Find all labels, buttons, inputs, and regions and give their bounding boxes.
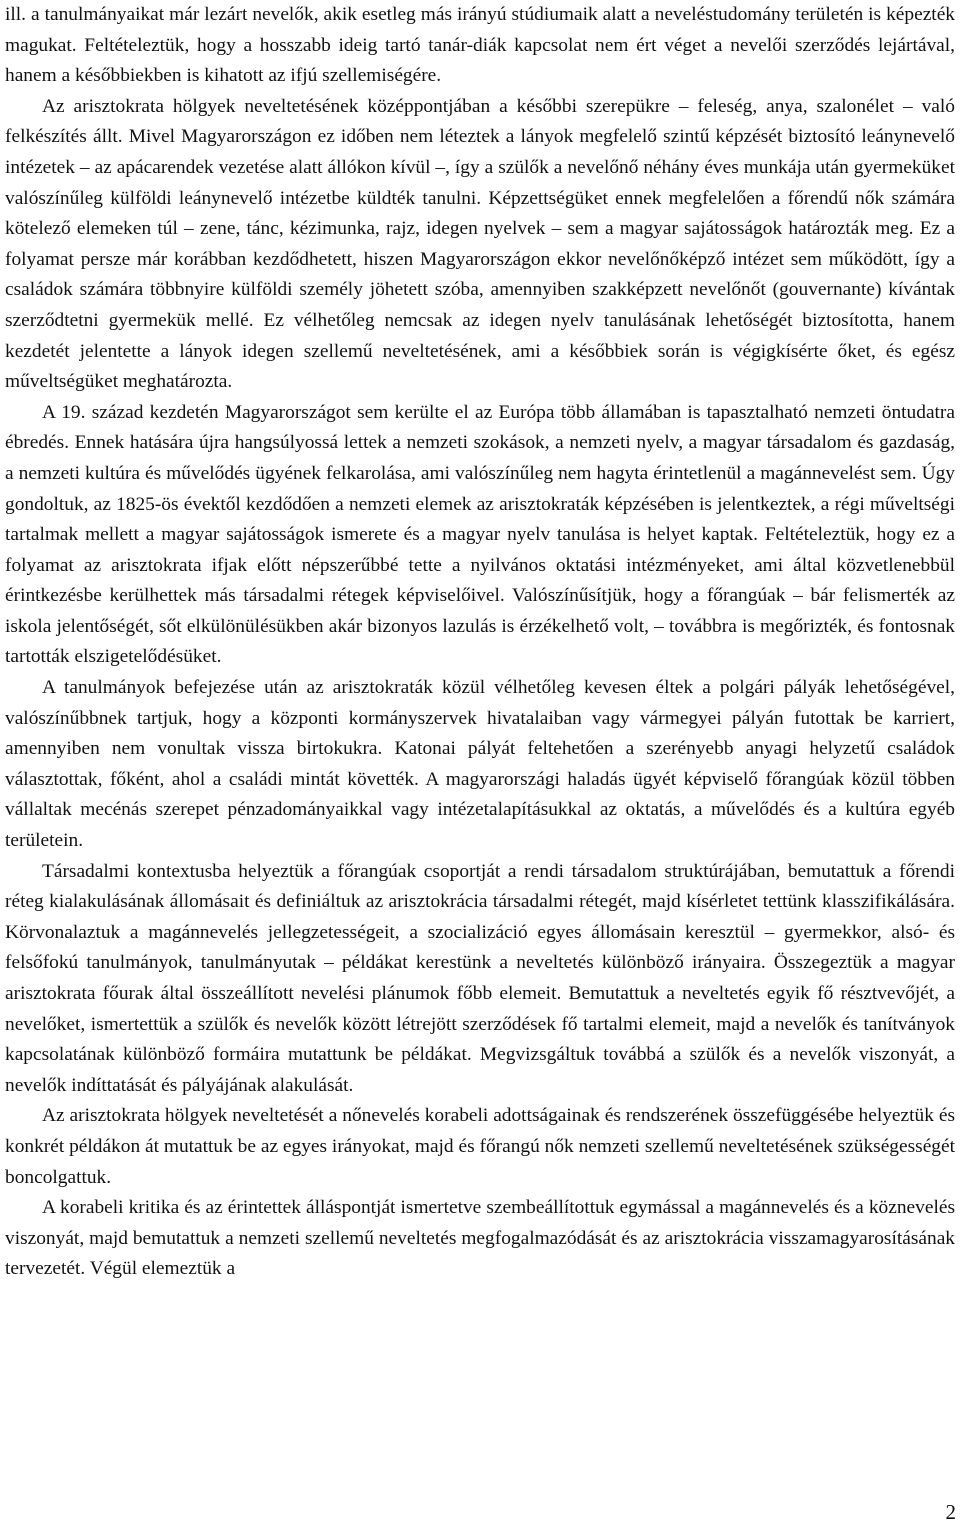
- paragraph-7: A korabeli kritika és az érintettek álláspontját ismertetve szembeállítottuk egymással a magánnevelés és a köznevelés viszonyát, majd bemutattuk a nemzeti szellemű neveltetés megfogalmazódását és az arisztokrácia visszamagyarosításának tervezetét. Végül elemeztük a: [5, 1197, 955, 1280]
- paragraph-3: A 19. század kezdetén Magyarországot sem kerülte el az Európa több államában is tapasztalható nemzeti öntudatra ébredés. Ennek hatására újra hangsúlyossá lettek a nemzeti szokások, a nemzeti nyelv, a magyar társadalom és gazdaság, a nemzeti kultúra és művelődés ügyének felkarolása, ami valószínűleg nem hagyta érintetlenül a magánnevelést sem. Úgy gondoltuk, az 1825-ös évektől kezdődően a nemzeti elemek az arisztokraták képzésében is jelentkeztek, a régi műveltségi tartalmak mellett a magyar sajátosságok ismerete és a magyar nyelv tanulása is helyet kaptak. Feltételeztük, hogy ez a folyamat az arisztokrata ifjak előtt népszerűbbé tette a nyilvános oktatási intézményeket, ami által közvetlenebbül érintkezésbe kerülhettek más társadalmi rétegek képviselőivel. Valószínűsítjük, hogy a főrangúak – bár felismerték az iskola jelentőségét, sőt elkülönülésükben akár bizonyos lazulás is érzékelhető volt, – továbbra is megőrizték, és fontosnak tartották elszigetelődésüket.: [5, 401, 955, 668]
- paragraph-1: ill. a tanulmányaikat már lezárt nevelők, akik esetleg más irányú stúdiumaik alatt a neveléstudomány területén is képezték magukat. Feltételeztük, hogy a hosszabb ideig tartó tanár-diák kapcsolat nem ért véget a nevelői szerződés lejártával, hanem a későbbiekben is kihatott az ifjú szellemiségére.: [5, 4, 955, 87]
- paragraph-6: Az arisztokrata hölgyek neveltetését a nőnevelés korabeli adottságainak és rendszerének összefüggésébe helyeztük és konkrét példákon át mutattuk be az egyes irányokat, majd és főrangú nők nemzeti szellemű neveltetésének szükségességét boncolgattuk.: [5, 1105, 955, 1188]
- paragraph-2: Az arisztokrata hölgyek neveltetésének középpontjában a későbbi szerepükre – feleség, anya, szalonélet – való felkészítés állt. Mivel Magyarországon ez időben nem léteztek a lányok megfelelő szintű képzését biztosító leánynevelő intézetek – az apácarendek vezetése alatt állókon kívül –, így a szülők a nevelőnő néhány éves munkája után gyermeküket valószínűleg külföldi leánynevelő intézetbe küldték tanulni. Képzettségüket ennek megfelelően a főrendű nők számára kötelező elemeken túl – zene, tánc, kézimunka, rajz, idegen nyelvek – sem a magyar sajátosságok határozták meg. Ez a folyamat persze már korábban kezdődhetett, hiszen Magyarországon ekkor nevelőnőképző intézet sem működött, így a családok számára többnyire külföldi személy jöhetett szóba, amennyiben szakképzett nevelőnőt (gouvernante) kívántak szerződtetni gyermekük mellé. Ez vélhetőleg nemcsak az idegen nyelv tanulásának lehetőségét biztosította, hanem kezdetét jelentette a lányok idegen szellemű neveltetésének, ami a későbbiek során is végigkísérte őket, és egész műveltségüket meghatározta.: [5, 95, 955, 393]
- document-body: [5, 0, 955, 1285]
- page-number: 2: [945, 1500, 956, 1524]
- paragraph-4: A tanulmányok befejezése után az arisztokraták közül vélhetőleg kevesen éltek a polgári pályák lehetőségével, valószínűbbnek tartjuk, hogy a központi kormányszervek hivatalaiban vagy vármegyei pályán futottak be karriert, amennyiben nem vonultak vissza birtokukra. Katonai pályát feltehetően a szerényebb anyagi helyzetű családok választottak, főként, ahol a családi mintát követték. A magyarországi haladás ügyét képviselő főrangúak közül többen vállaltak mecénás szerepet pénzadományaikkal vagy intézetalapításukkal az oktatás, a művelődés és a kultúra egyéb területein.: [5, 677, 955, 852]
- paragraph-5: Társadalmi kontextusba helyeztük a főrangúak csoportját a rendi társadalom struktúrájában, bemutattuk a főrendi réteg kialakulásának állomásait és definiáltuk az arisztokrácia társadalmi rétegét, majd kísérletet tettünk klasszifikálására. Körvonalaztuk a magánnevelés jellegzetességeit, a szocializáció egyes állomásain keresztül – gyermekkor, alsó- és felsőfokú tanulmányok, tanulmányutak – példákat kerestünk a neveltetés különböző irányaira. Összegeztük a magyar arisztokrata főurak által összeállított nevelési plánumok főbb elemeit. Bemutattuk a neveltetés egyik fő résztvevőjét, a nevelőket, ismertettük a szülők és nevelők között létrejött szerződések fő tartalmi elemeit, majd a nevelők és tanítványok kapcsolatának különböző formáira mutattunk be példákat. Megvizsgáltuk továbbá a szülők és a nevelők viszonyát, a nevelők indíttatását és pályájának alakulását.: [5, 860, 955, 1096]
